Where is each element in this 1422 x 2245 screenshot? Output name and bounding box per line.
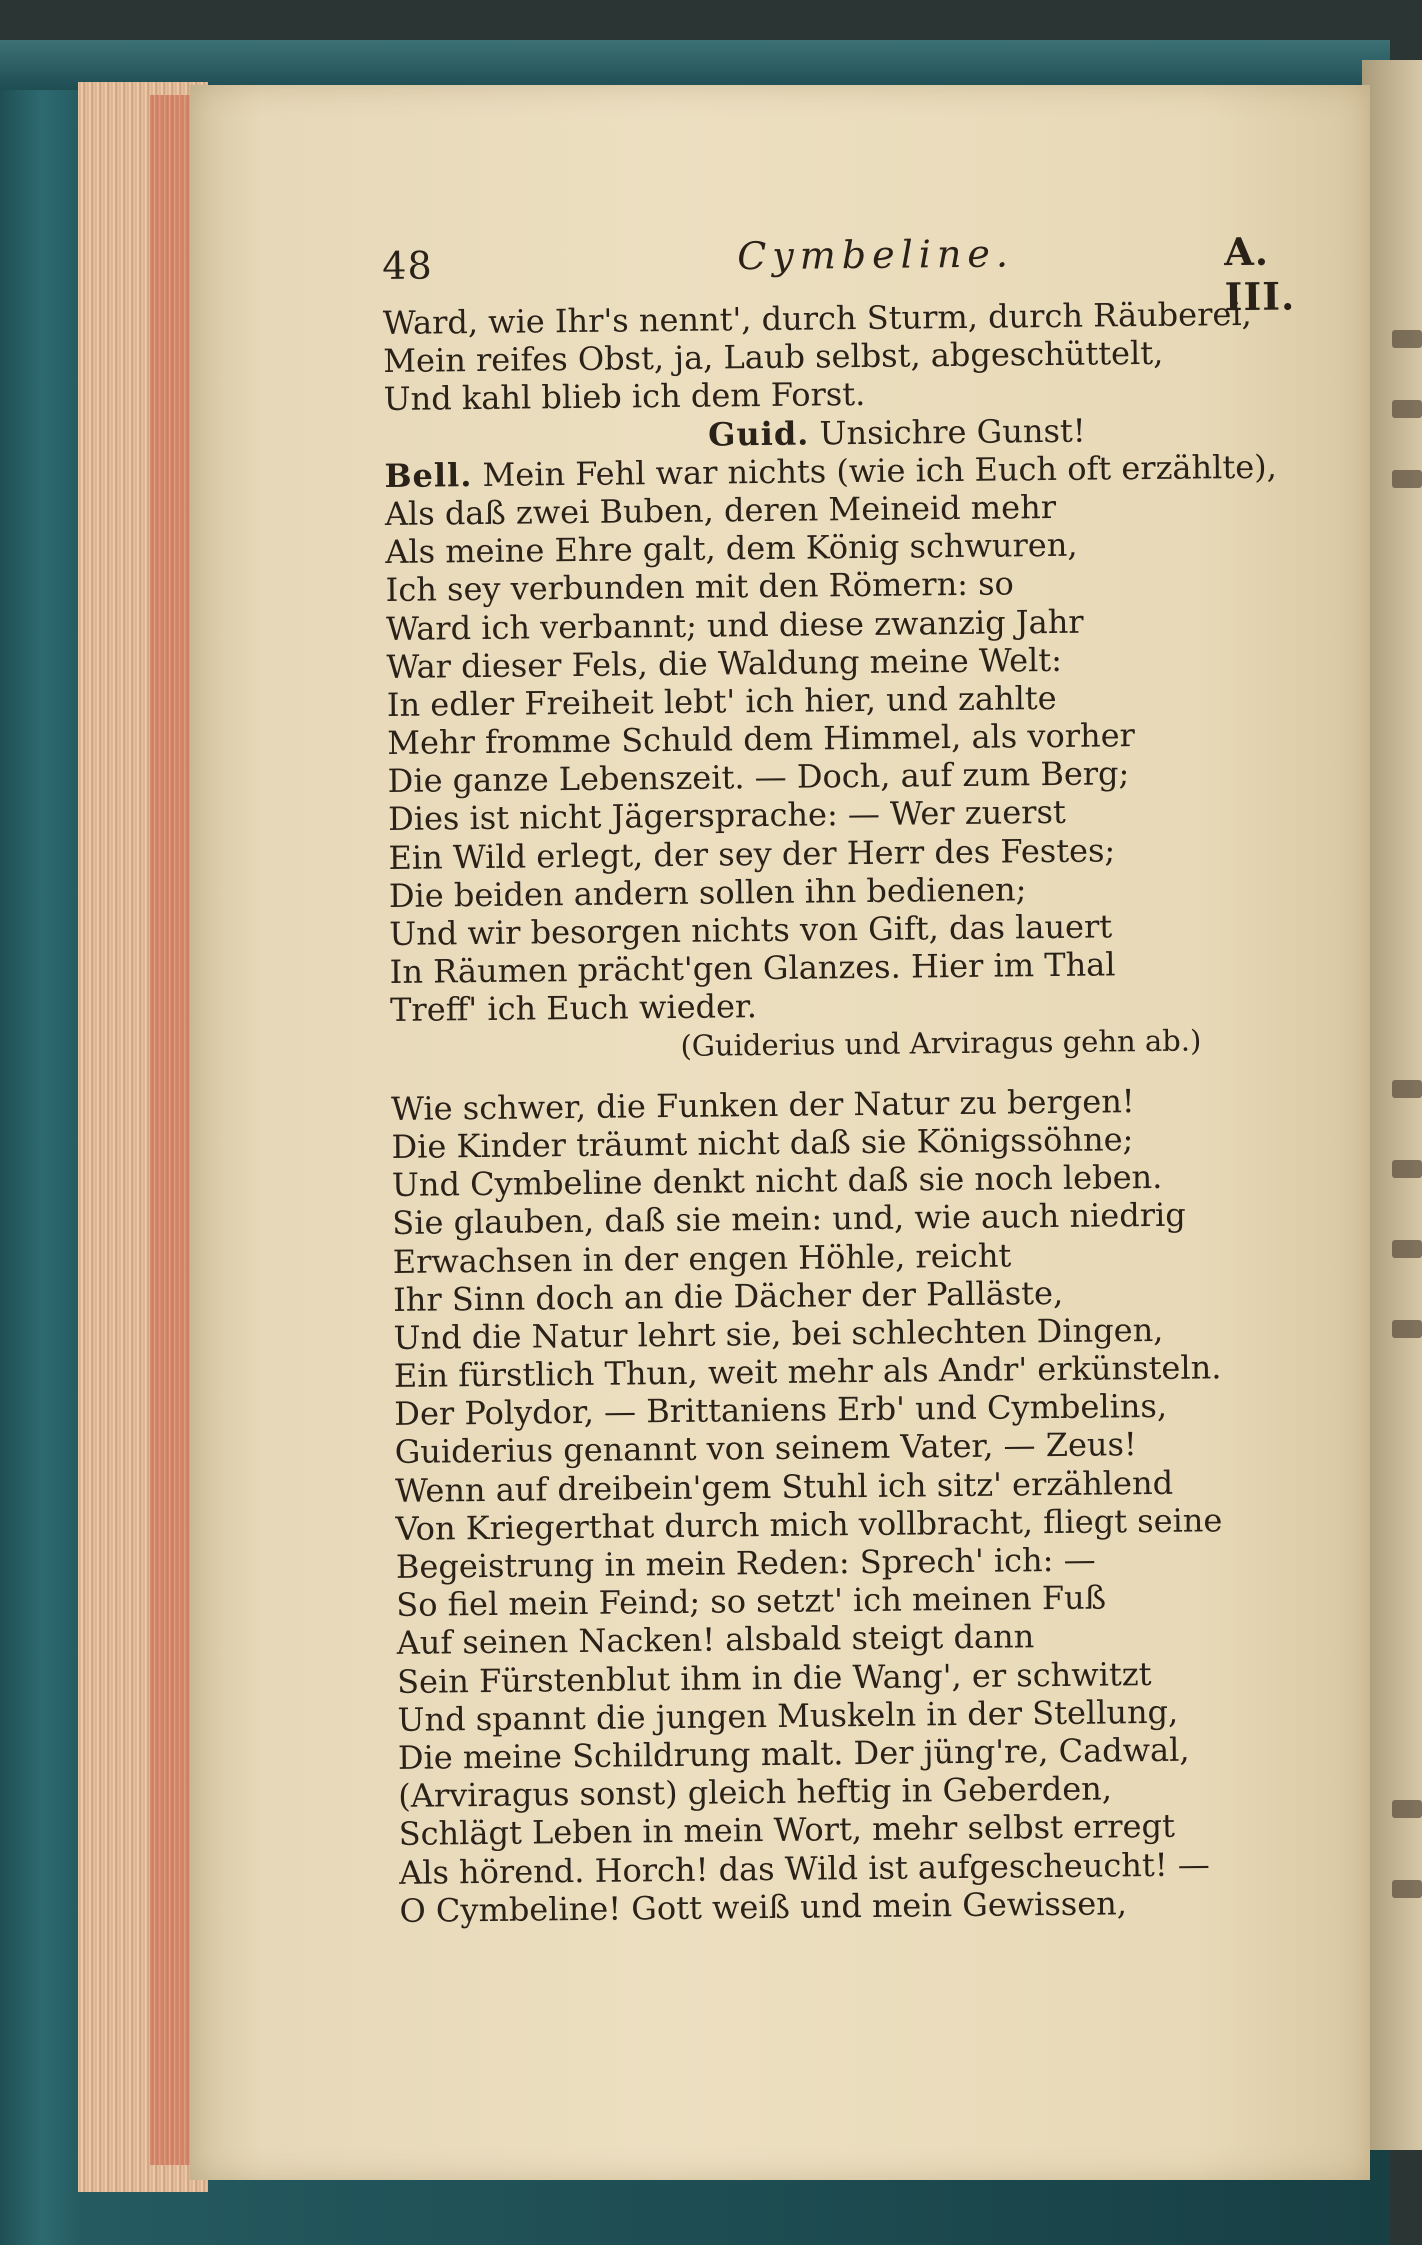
facing-page-text-fragment [1392, 470, 1422, 488]
verse-line: Die meine Schildrung malt. Der jüng're, Cadwal, [397, 1730, 1190, 1777]
verse-line: Die beiden andern sollen ihn bedienen; [388, 870, 1027, 915]
verse-line: Als meine Ehre galt, dem König schwuren, [385, 525, 1078, 572]
verse-line: Dies ist nicht Jägersprache: — Wer zuerst [387, 793, 1066, 839]
page-number: 48 [382, 243, 433, 288]
verse-line: Sein Fürstenblut ihm in die Wang', er schwitzt [396, 1654, 1152, 1701]
verse-line: War dieser Fels, die Waldung meine Welt: [386, 640, 1063, 686]
verse-line: Sie glauben, daß sie mein: und, wie auch niedrig [392, 1195, 1186, 1243]
verse-line: Auf seinen Nacken! alsbald steigt dann [396, 1617, 1035, 1663]
verse-line: Ward, wie Ihr's nennt', durch Sturm, durch Räuberei, [382, 294, 1252, 342]
verse-line: In Räumen prächt'gen Glanzes. Hier im Thal [389, 945, 1116, 992]
speaker-name: Bell. [384, 455, 473, 495]
verse-line: In edler Freiheit lebt' ich hier, und zahlte [386, 678, 1057, 724]
page-text [382, 228, 1360, 1930]
verse-line: Und spannt die jungen Muskeln in der Stellung, [397, 1692, 1179, 1739]
verse-line: Der Polydor, — Brittaniens Erb' und Cymbelins, [394, 1387, 1168, 1434]
verse-line: Mehr fromme Schuld dem Himmel, als vorher [387, 716, 1136, 763]
verse-line: Die Kinder träumt nicht daß sie Königssöhne; [391, 1120, 1134, 1166]
verse-line: (Arviragus sonst) gleich heftig in Geberden, [398, 1769, 1113, 1816]
verse-line: Wenn auf dreibein'gem Stuhl ich sitz' erzählend [394, 1463, 1174, 1510]
verse-line: Als daß zwei Buben, deren Meineid mehr [384, 487, 1057, 533]
speaker-name: Guid. [707, 414, 810, 454]
verse-line: Ein Wild erlegt, der sey der Herr des Festes; [388, 830, 1116, 877]
verse-line: Wie schwer, die Funken der Natur zu bergen! [390, 1081, 1135, 1128]
facing-page-text-fragment [1392, 1320, 1422, 1338]
verse-line: So fiel mein Feind; so setzt' ich meinen Fuß [396, 1578, 1107, 1625]
verse-line: Und die Natur lehrt sie, bei schlechten Dingen, [393, 1310, 1164, 1357]
verse-line: O Cymbeline! Gott weiß und mein Gewissen, [399, 1883, 1128, 1930]
verse-line: Erwachsen in der engen Höhle, reicht [392, 1235, 1012, 1281]
facing-page-text-fragment [1392, 1240, 1422, 1258]
verse-line: Und wir besorgen nichts von Gift, das lauert [389, 907, 1113, 953]
facing-page-edge [1362, 60, 1422, 2150]
facing-page-text-fragment [1392, 1080, 1422, 1098]
facing-page-text-fragment [1392, 330, 1422, 348]
verse-line: Mein reifes Obst, ja, Laub selbst, abgeschüttelt, [383, 334, 1164, 381]
verse-line: Ein fürstlich Thun, weit mehr als Andr' erkünsteln. [393, 1348, 1222, 1395]
facing-page-text-fragment [1392, 1160, 1422, 1178]
verse-line: Ward ich verbannt; und diese zwanzig Jahr [385, 602, 1084, 648]
speech-text: Unsichre Gunst! [819, 411, 1086, 452]
verse-line: Guiderius genannt von seinem Vater, — Zeus! [394, 1425, 1137, 1472]
verse-line: Und kahl blieb ich dem Forst. [383, 375, 866, 419]
facing-page-text-fragment [1392, 1800, 1422, 1818]
verse-line: Treff' ich Euch wieder. [389, 987, 758, 1030]
book-cover-top [0, 40, 1390, 90]
stage-direction: (Guiderius und Arviragus gehn ab.) [680, 1023, 1202, 1063]
verse-line: Als hörend. Horch! das Wild ist aufgescheucht! — [398, 1844, 1210, 1892]
verse-line: Ich sey verbunden mit den Römern: so [385, 564, 1015, 610]
facing-page-text-fragment [1392, 1880, 1422, 1898]
act-marker: A. III. [1223, 228, 1296, 320]
verse-line: Und Cymbeline denkt nicht daß sie noch leben. [391, 1158, 1163, 1205]
facing-page-text-fragment [1392, 400, 1422, 418]
verse-line: Begeistrung in mein Reden: Sprech' ich: — [395, 1540, 1096, 1586]
red-page-edge [150, 95, 190, 2165]
verse-line: Von Kriegerthat durch mich vollbracht, fliegt seine [395, 1501, 1223, 1548]
verse-line: Ihr Sinn doch an die Dächer der Palläste, [392, 1273, 1064, 1319]
verse-line: Die ganze Lebenszeit. — Doch, auf zum Berg; [387, 754, 1130, 801]
verse-line: Schlägt Leben in mein Wort, mehr selbst erregt [398, 1807, 1176, 1854]
running-title: Cymbeline. [736, 231, 1015, 279]
speech-text: Mein Fehl war nichts (wie ich Euch oft erzählte), [482, 447, 1277, 494]
